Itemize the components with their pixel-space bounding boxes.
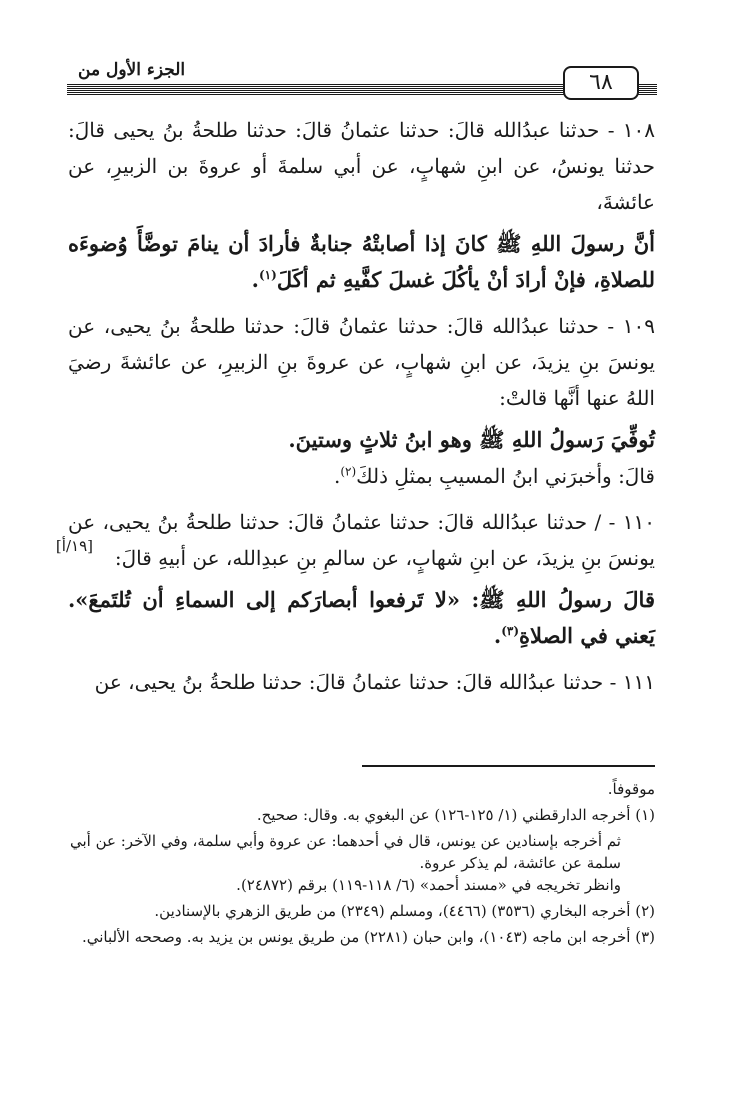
footnote-continuation: موقوفاً. xyxy=(607,780,655,798)
page-header xyxy=(0,0,753,110)
hadith-110-chain: ١١٠ - / حدثنا عبدُالله قالَ: حدثنا عثمانُ قالَ: حدثنا طلحةُ بنُ يحيى، عن يونسَ بنِ يزيدَ، عن ابنِ شهابٍ، عن سالمِ بنِ عبدِالله، عن أبيهِ قالَ: xyxy=(68,510,655,570)
hadith-109-chain: ١٠٩ - حدثنا عبدُالله قالَ: حدثنا عثمانُ قالَ: حدثنا طلحةُ بنُ يحيى، عن يونسَ بنِ يزيدَ، عن ابنِ شهابٍ، عن عروةَ بنِ الزبيرِ، عن عائشةَ رضيَ اللهُ عنها أنَّها قالتْ: xyxy=(68,314,655,410)
hadith-108-chain: ١٠٨ - حدثنا عبدُالله قالَ: حدثنا عثمانُ قالَ: حدثنا طلحةُ بنُ يحيى قالَ: حدثنا يونسُ، عن ابنِ شهابٍ، عن أبي سلمةَ أو عروةَ بن الزبيرِ، عن عائشةَ، xyxy=(68,118,655,214)
hadith-110-text: قالَ رسولُ اللهِ ﷺ: «لا تَرفعوا أبصارَكم إلى السماءِ أن تُلتَمعَ». يَعني في الصلاةِ$^{(٣)}$. xyxy=(68,587,655,648)
footnote-separator xyxy=(362,765,655,767)
footnotes xyxy=(68,778,655,952)
footnote-3: (٣) أخرجه ابن ماجه (١٠٤٣)، وابن حبان (٢٢٨١) من طريق يونس بن يزيد به. وصححه الألباني. xyxy=(81,928,655,946)
footnote-2: (٢) أخرجه البخاري (٣٥٣٦) (٤٤٦٦)، ومسلم (٢٣٤٩) من طريق الزهري بالإسنادين. xyxy=(154,902,655,920)
margin-folio-note: [١٩/أ] xyxy=(55,537,93,555)
footnote-1-detail: ثم أخرجه بإسنادين عن يونس، قال في أحدهما: عن عروة وأبي سلمة، وفي الآخر: عن أبي سلمة عن عائشة، لم يذكر عروة. xyxy=(70,832,621,872)
running-title: الجزء الأول من xyxy=(78,60,186,80)
hadith-108-text: أنَّ رسولَ اللهِ ﷺ كانَ إذا أصابتْهُ جنابةٌ فأرادَ أن ينامَ توضَّأَ وُضوءَه للصلاةِ، فإنْ أرادَ أنْ يأكُلَ غسلَ كفَّيهِ ثم أكَلَ$^{(١)}$. xyxy=(68,231,655,292)
footnote-1: (١) أخرجه الدارقطني (١/ ١٢٥-١٢٦) عن البغوي به. وقال: صحيح. xyxy=(256,806,655,824)
footnote-1-reference: وانظر تخريجه في «مسند أحمد» (٦/ ١١٨-١١٩) برقم (٢٤٨٧٢). xyxy=(236,876,621,894)
page-number: ٦٨ xyxy=(563,66,639,100)
main-text xyxy=(68,112,655,700)
hadith-109-text: تُوفِّيَ رَسولُ اللهِ ﷺ وهو ابنُ ثلاثٍ وستينَ. xyxy=(288,427,655,452)
hadith-109-addition: قالَ: وأخبرَني ابنُ المسيبِ بمثلِ ذلكَ$^{(٢)}$. xyxy=(333,464,655,488)
footnote-ref-2[interactable]: (٢) xyxy=(340,464,357,479)
hadith-111-chain: ١١١ - حدثنا عبدُالله قالَ: حدثنا عثمانُ قالَ: حدثنا طلحةُ بنُ يحيى، عن xyxy=(94,670,655,694)
footnote-ref-3[interactable]: (٣) xyxy=(501,624,520,638)
footnote-ref-1[interactable]: (١) xyxy=(258,268,277,282)
